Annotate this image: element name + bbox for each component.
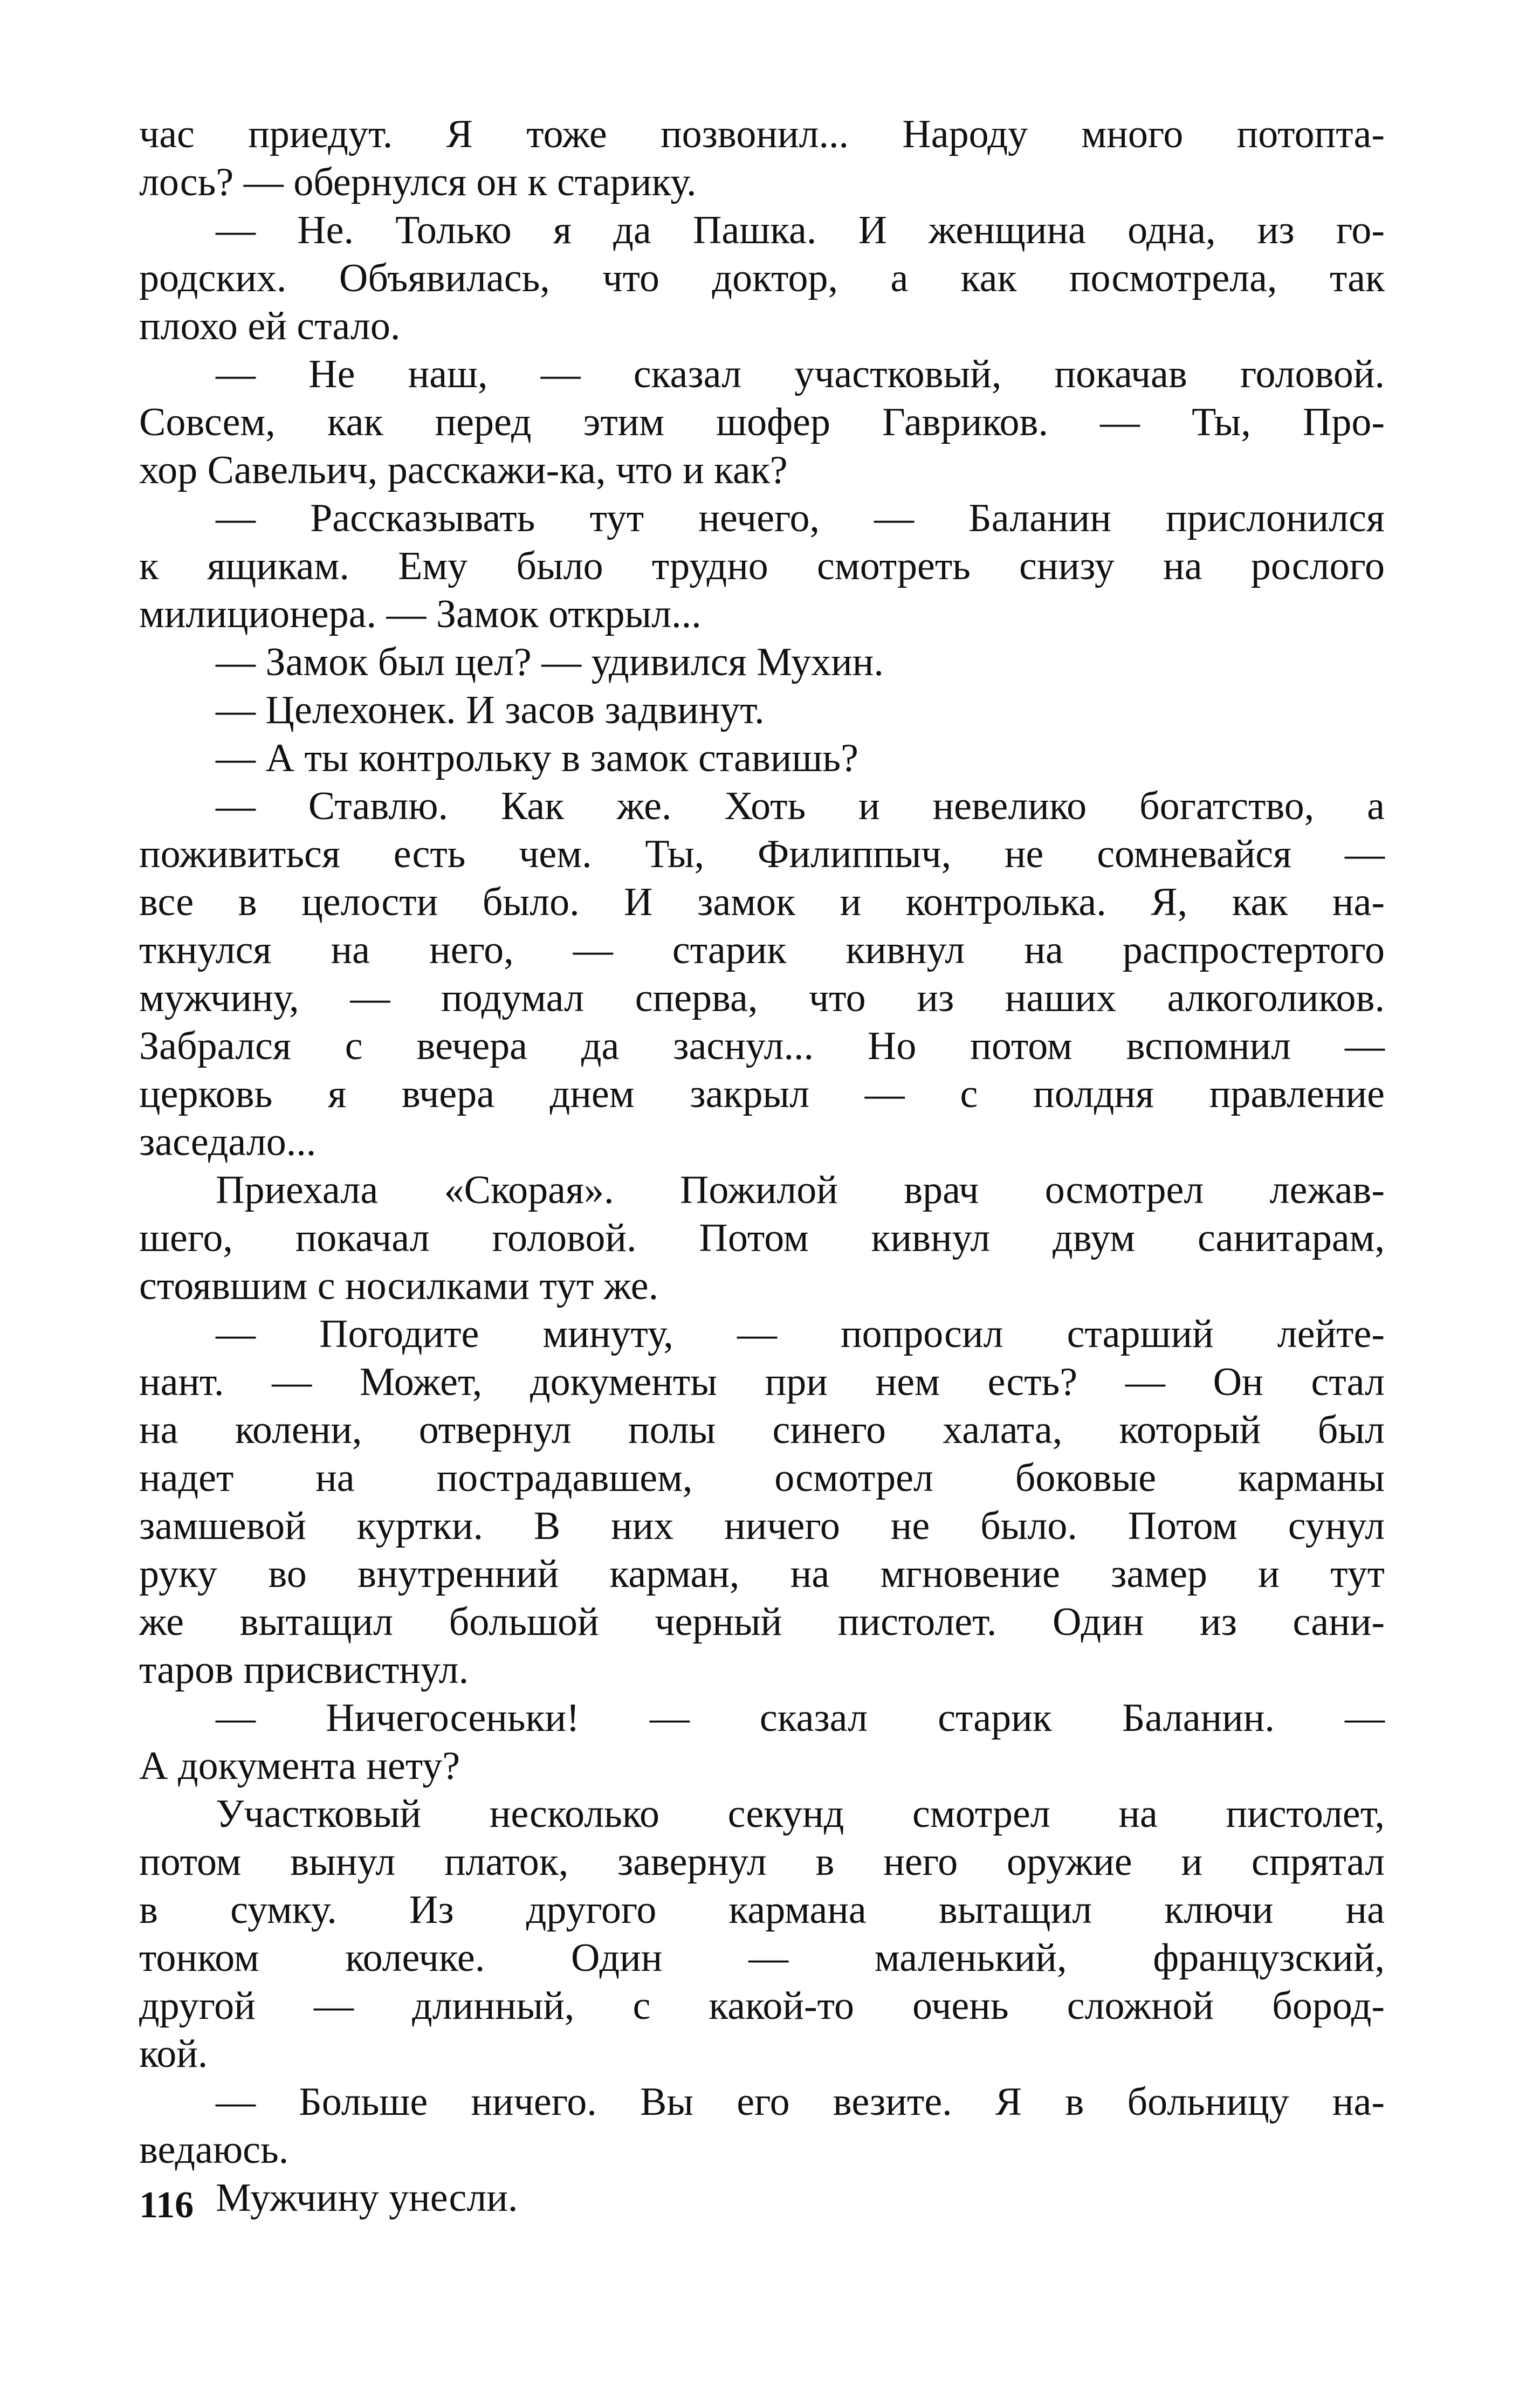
text-line: Мужчину унесли. — [216, 2176, 518, 2220]
text-line: — Рассказывать тут нечего, — Баланин прислонился — [216, 496, 1385, 540]
text-line: к ящикам. Ему было трудно смотреть снизу на рослого — [139, 544, 1385, 588]
text-line: поживиться есть чем. Ты, Филиппыч, не сомневайся — — [139, 832, 1385, 876]
text-line: Совсем, как перед этим шофер Гавриков. — Ты, Про- — [139, 400, 1385, 444]
text-line: — Больше ничего. Вы его везите. Я в больницу на- — [216, 2080, 1385, 2124]
text-line: на колени, отвернул полы синего халата, который был — [139, 1408, 1385, 1452]
text-line: ткнулся на него, — старик кивнул на распростертого — [139, 928, 1385, 972]
text-line: час приедут. Я тоже позвонил... Народу много потопта- — [139, 112, 1385, 156]
text-line: стоявшим с носилками тут же. — [139, 1264, 659, 1308]
text-line: — А ты контрольку в замок ставишь? — [216, 736, 858, 780]
text-line: — Погодите минуту, — попросил старший лейте- — [216, 1312, 1385, 1356]
text-line: кой. — [139, 2032, 208, 2076]
page-text-block — [139, 111, 1385, 2222]
text-line: же вытащил большой черный пистолет. Один из сани- — [139, 1600, 1385, 1644]
text-line: хор Савельич, расскажи-ка, что и как? — [139, 448, 788, 492]
text-line: другой — длинный, с какой-то очень сложной бород- — [139, 1984, 1385, 2028]
text-line: руку во внутренний карман, на мгновение замер и тут — [139, 1552, 1385, 1596]
text-line: Забрался с вечера да заснул... Но потом вспомнил — — [139, 1024, 1385, 1068]
text-line: А документа нету? — [139, 1744, 460, 1788]
text-line: ведаюсь. — [139, 2128, 289, 2172]
text-line: шего, покачал головой. Потом кивнул двум санитарам, — [139, 1216, 1385, 1260]
text-line: все в целости было. И замок и контролька. Я, как на- — [139, 880, 1385, 924]
text-line: замшевой куртки. В них ничего не было. Потом сунул — [139, 1504, 1385, 1548]
text-line: потом вынул платок, завернул в него оружие и спрятал — [139, 1840, 1385, 1884]
text-line: церковь я вчера днем закрыл — с полдня правление — [139, 1072, 1385, 1116]
text-line: плохо ей стало. — [139, 304, 401, 348]
text-line: заседало... — [139, 1120, 317, 1164]
text-line: лось? — обернулся он к старику. — [139, 160, 697, 204]
text-line: — Не наш, — сказал участковый, покачав головой. — [216, 352, 1385, 396]
text-line: — Не. Только я да Пашка. И женщина одна, из го- — [216, 208, 1385, 252]
text-line: нант. — Может, документы при нем есть? — Он стал — [139, 1360, 1385, 1404]
text-line: в сумку. Из другого кармана вытащил ключи на — [139, 1888, 1385, 1932]
text-line: родских. Объявилась, что доктор, а как посмотрела, так — [139, 256, 1385, 300]
text-line: надет на пострадавшем, осмотрел боковые карманы — [139, 1456, 1385, 1500]
text-line: милиционера. — Замок открыл... — [139, 592, 702, 636]
text-line: мужчину, — подумал сперва, что из наших алкоголиков. — [139, 976, 1385, 1020]
text-line: — Ставлю. Как же. Хоть и невелико богатство, а — [216, 784, 1385, 828]
page-number: 116 — [139, 2184, 194, 2226]
text-line: — Ничегосеньки! — сказал старик Баланин. — — [216, 1696, 1385, 1740]
text-line: тонком колечке. Один — маленький, французский, — [139, 1936, 1385, 1980]
text-line: — Целехонек. И засов задвинут. — [216, 688, 765, 732]
text-line: Участковый несколько секунд смотрел на пистолет, — [216, 1792, 1385, 1836]
text-line: таров присвистнул. — [139, 1648, 469, 1692]
text-line: Приехала «Скорая». Пожилой врач осмотрел лежав- — [216, 1168, 1385, 1212]
text-line: — Замок был цел? — удивился Мухин. — [216, 640, 884, 684]
